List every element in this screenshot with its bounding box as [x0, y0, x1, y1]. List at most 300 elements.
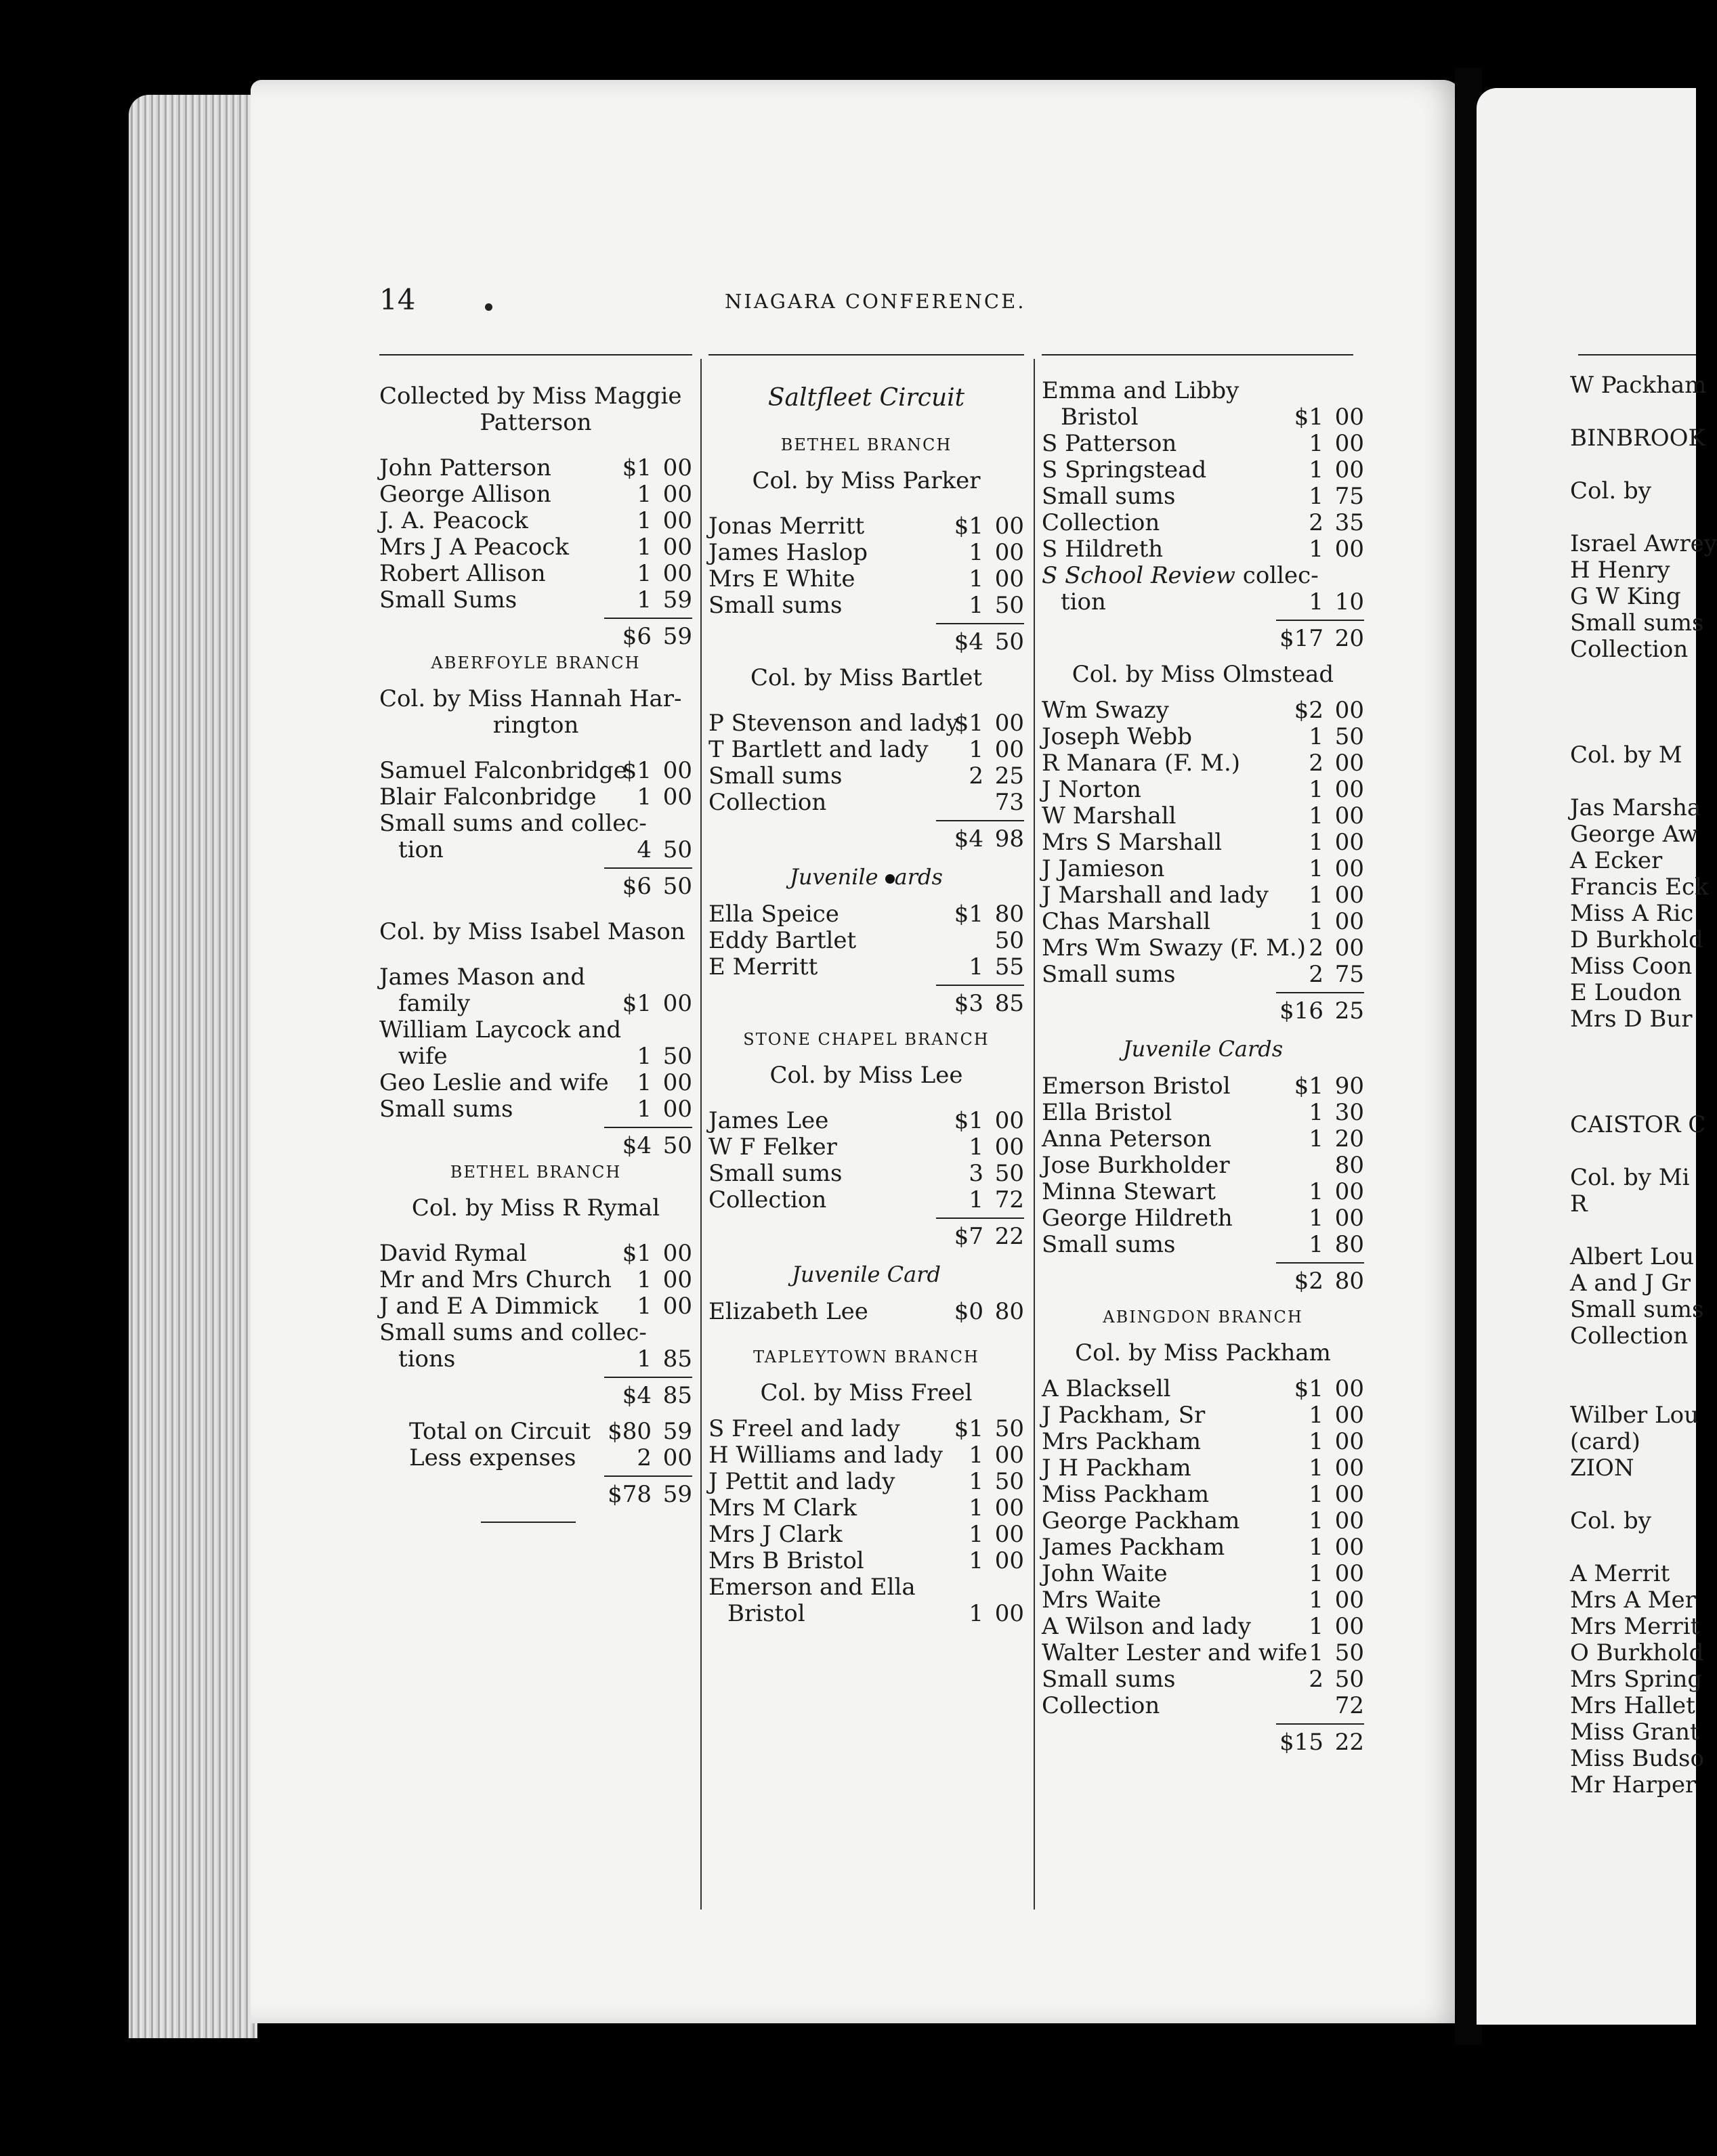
amount-cents: 00: [1334, 882, 1364, 909]
amount-dollars: 1: [1309, 1231, 1323, 1258]
donation-entry: [379, 1241, 692, 1267]
partial-line: [1570, 663, 1696, 689]
donation-entry: [1042, 510, 1364, 536]
donation-entry: [1042, 829, 1364, 856]
amount-dollars: 1: [637, 1096, 652, 1123]
donor-name: James Haslop: [708, 539, 868, 566]
amount-dollars: 1: [1309, 829, 1323, 856]
header-rule-c: [1042, 354, 1353, 355]
donor-name: J Pettit and lady: [708, 1468, 895, 1495]
collector-heading: Col. by Miss Bartlet: [750, 664, 982, 691]
donor-name: J and E A Dimmick: [379, 1293, 599, 1320]
donation-entry: [708, 1548, 1024, 1574]
donation-entry: [1042, 1100, 1364, 1126]
amount-cents: 00: [662, 507, 692, 534]
partial-line: BINBROOK: [1570, 425, 1705, 452]
donation-list: [708, 1299, 1024, 1325]
donation-entry: [708, 1495, 1024, 1522]
donation-list: [1042, 431, 1364, 563]
donor-name: Mrs J A Peacock: [379, 534, 570, 561]
donation-entry: [1042, 483, 1364, 510]
partial-line: ZION: [1570, 1454, 1634, 1482]
donor-name: Collection: [708, 789, 827, 816]
donation-entry: Emerson and Ella Bristol 1 00: [708, 1574, 1024, 1627]
donation-entry: [708, 1134, 1024, 1161]
amount-cents: 50: [994, 1468, 1024, 1495]
donor-name: Collection: [1042, 509, 1160, 536]
donation-entry: [708, 737, 1024, 763]
partial-line: CAISTOR C: [1570, 1111, 1706, 1138]
header-rule-d: [1578, 354, 1696, 355]
partial-line: Mrs A Mer: [1570, 1587, 1696, 1614]
partial-line: [1570, 1482, 1696, 1508]
amount-cents: 00: [662, 1069, 692, 1096]
donor-name: Small sums: [708, 592, 843, 619]
amount-cents: 75: [1334, 483, 1364, 510]
collector-heading: Col. by Miss R Rymal: [411, 1194, 660, 1222]
amount-dollars: 1: [1309, 536, 1323, 563]
donor-name: W Marshall: [1042, 802, 1177, 829]
donation-list: [379, 758, 692, 811]
amount-dollars: 1: [1309, 1613, 1323, 1640]
donor-name: Small sums: [379, 1096, 513, 1123]
donor-name: Emerson Bristol: [1042, 1073, 1231, 1100]
amount-dollars: 1: [1309, 1125, 1323, 1152]
donation-entry: [379, 1267, 692, 1293]
amount-dollars: 1: [1309, 908, 1323, 935]
partial-line: Miss A Ric: [1570, 900, 1694, 927]
amount-dollars: 1: [1309, 1454, 1323, 1482]
amount-dollars: 1: [1309, 1205, 1323, 1232]
amount-cents: 00: [662, 560, 692, 587]
amount-dollars: 1: [969, 1521, 983, 1548]
partial-line: O Burkhold: [1570, 1639, 1704, 1666]
partial-line: D Burkhold: [1570, 926, 1703, 953]
amount-cents: 00: [1334, 908, 1364, 935]
donation-list: [379, 455, 692, 613]
next-page-column: [1570, 372, 1717, 1798]
amount-cents: 80: [994, 901, 1024, 928]
circuit-title: Saltfleet Circuit: [767, 384, 965, 412]
donation-entry: [1042, 1205, 1364, 1232]
subtotal: $4 50: [954, 628, 1024, 655]
donation-entry: [1042, 909, 1364, 935]
donor-name: A Blacksell: [1042, 1375, 1171, 1402]
partial-line: [1570, 1376, 1696, 1402]
partial-line: Miss Grant: [1570, 1719, 1699, 1746]
branch-heading: BETHEL BRANCH: [780, 435, 952, 454]
amount-cents: 00: [994, 1547, 1024, 1574]
amount-cents: 00: [1334, 1481, 1364, 1508]
donation-entry: [708, 1416, 1024, 1442]
partial-line: Israel Awrey: [1570, 530, 1717, 557]
partial-line: Mrs D Bur: [1570, 1006, 1693, 1033]
amount-dollars: 2: [1309, 934, 1323, 962]
donation-entry: [1042, 697, 1364, 724]
donor-name: Joseph Webb: [1042, 723, 1192, 750]
partial-line: Francis Eck: [1570, 874, 1709, 901]
amount-dollars: 1: [637, 1069, 652, 1096]
donor-name: Small sums: [1042, 1666, 1176, 1693]
amount-dollars: 1: [1309, 1534, 1323, 1561]
amount-cents: 00: [662, 1240, 692, 1267]
partial-line: [1570, 1534, 1696, 1561]
column-divider-2: [1034, 359, 1035, 1910]
partial-line: Collection: [1570, 1322, 1689, 1350]
amount-dollars: $1: [1294, 1375, 1323, 1402]
donor-name: J Jamieson: [1042, 855, 1165, 882]
donation-entry: [1042, 882, 1364, 909]
amount-dollars: 1: [1309, 430, 1323, 457]
partial-line: Mrs Spring: [1570, 1666, 1703, 1693]
donation-entry: [708, 592, 1024, 619]
donation-list: [1042, 697, 1364, 988]
amount-cents: 00: [1334, 776, 1364, 803]
donor-name: J Packham, Sr: [1042, 1402, 1206, 1429]
partial-line: A and J Gr: [1570, 1270, 1691, 1297]
donation-entry: [1042, 1455, 1364, 1482]
donation-entry: [1042, 1376, 1364, 1402]
donor-name: George Allison: [379, 481, 551, 508]
amount-dollars: 1: [1309, 1428, 1323, 1455]
partial-line: E Loudon: [1570, 979, 1682, 1006]
amount-cents: 50: [994, 592, 1024, 619]
partial-line: Mr Harper: [1570, 1771, 1697, 1798]
collector-heading: Col. by Miss Olmstead: [1072, 661, 1334, 688]
amount-dollars: 1: [1309, 882, 1323, 909]
amount-cents: 00: [1334, 1534, 1364, 1561]
donor-name: George Packham: [1042, 1507, 1240, 1534]
amount-dollars: $1: [622, 757, 652, 784]
subtotal: $2 80: [1294, 1268, 1364, 1295]
donor-name: Anna Peterson: [1042, 1125, 1212, 1152]
amount-cents: 35: [1334, 509, 1364, 536]
donation-entry: William Laycock and wife 1 50: [379, 1016, 692, 1070]
branch-heading: ABERFOYLE BRANCH: [431, 653, 641, 672]
amount-cents: 50: [1334, 723, 1364, 750]
partial-line: [1570, 452, 1696, 478]
branch-heading: TAPLEYTOWN BRANCH: [753, 1348, 979, 1366]
amount-dollars: 1: [969, 1494, 983, 1522]
amount-cents: 00: [1334, 1587, 1364, 1614]
amount-cents: 00: [1334, 536, 1364, 563]
amount-dollars: 1: [1309, 1587, 1323, 1614]
donor-name: H Williams and lady: [708, 1442, 943, 1469]
donation-entry: [708, 1187, 1024, 1213]
donation-entry: [708, 710, 1024, 737]
amount-cents: 25: [994, 762, 1024, 790]
donor-name: Geo Leslie and wife: [379, 1069, 609, 1096]
donor-name: W F Felker: [708, 1134, 837, 1161]
amount-cents: 80: [1334, 1152, 1364, 1179]
donor-name: T Bartlett and lady: [708, 736, 929, 763]
partial-line: [1570, 1033, 1696, 1059]
amount-cents: 00: [662, 454, 692, 481]
donation-list: [708, 710, 1024, 816]
amount-dollars: $1: [954, 1415, 983, 1442]
donation-entry: [708, 566, 1024, 592]
amount-cents: 00: [662, 1096, 692, 1123]
donation-entry: [379, 534, 692, 561]
collector-heading-cont: Patterson: [480, 409, 592, 436]
subtotal: $6 50: [622, 873, 692, 900]
donation-entry: [708, 513, 1024, 540]
donation-entry: [379, 508, 692, 534]
amount-cents: 50: [994, 1415, 1024, 1442]
partial-line: W Packham: [1570, 372, 1707, 399]
branch-heading: ABINGDON BRANCH: [1103, 1308, 1303, 1327]
amount-cents: 00: [1334, 1205, 1364, 1232]
donation-entry: [379, 481, 692, 508]
amount-dollars: 1: [1309, 776, 1323, 803]
donation-list: [708, 513, 1024, 619]
column-c: [1042, 378, 1364, 1756]
donor-name: Mrs S Marshall: [1042, 829, 1223, 856]
amount-cents: 30: [1334, 1099, 1364, 1126]
partial-line: Small sums: [1570, 1296, 1704, 1323]
donation-entry: [1042, 777, 1364, 803]
amount-cents: 00: [994, 710, 1024, 737]
amount-dollars: $1: [622, 454, 652, 481]
collector-heading: Col. by Miss Lee: [769, 1062, 963, 1089]
donation-entry: [708, 790, 1024, 816]
subtotal: $17 20: [1279, 625, 1364, 652]
amount-dollars: 1: [1309, 1507, 1323, 1534]
amount-dollars: 1: [969, 736, 983, 763]
subtotal: $4 98: [954, 825, 1024, 853]
amount-dollars: 1: [1309, 456, 1323, 483]
donor-name: Robert Allison: [379, 560, 546, 587]
donation-entry: [1042, 1126, 1364, 1152]
donor-name: J Marshall and lady: [1042, 882, 1269, 909]
amount-cents: 00: [1334, 1178, 1364, 1205]
donation-entry: [379, 455, 692, 481]
donation-entry: [1042, 1693, 1364, 1719]
donation-entry: [708, 763, 1024, 790]
partial-line: A Merrit: [1570, 1560, 1670, 1587]
partial-line: Mrs Merrit: [1570, 1613, 1700, 1640]
amount-cents: 00: [994, 1134, 1024, 1161]
amount-dollars: $1: [954, 901, 983, 928]
subtotal: $6 59: [622, 623, 692, 650]
donation-entry: [1042, 1534, 1364, 1561]
less-expenses: Less expenses 2 00: [409, 1444, 692, 1471]
amount-cents: 80: [994, 1298, 1024, 1325]
donation-entry: [1042, 536, 1364, 563]
donation-list: [1042, 1073, 1364, 1258]
donor-name: Elizabeth Lee: [708, 1298, 868, 1325]
donation-entry: [1042, 724, 1364, 750]
partial-line: R: [1570, 1190, 1588, 1217]
amount-dollars: 1: [969, 1442, 983, 1469]
header-rule-a: [379, 354, 692, 355]
net-total: $78 59: [608, 1481, 692, 1508]
amount-dollars: 1: [637, 586, 652, 613]
amount-dollars: 1: [969, 592, 983, 619]
donor-name: Miss Packham: [1042, 1481, 1210, 1508]
amount-dollars: 2: [1309, 1666, 1323, 1693]
donation-entry: [379, 1070, 692, 1096]
amount-dollars: $1: [622, 1240, 652, 1267]
amount-cents: 00: [1334, 456, 1364, 483]
donor-name: Wm Swazy: [1042, 697, 1169, 724]
amount-dollars: $1: [954, 1107, 983, 1134]
amount-dollars: 1: [637, 1293, 652, 1320]
donation-entry: [1042, 1179, 1364, 1205]
donor-name: Jose Burkholder: [1042, 1152, 1230, 1179]
donation-list: [708, 901, 1024, 980]
partial-line: [1570, 1217, 1696, 1244]
donation-entry: [708, 540, 1024, 566]
donation-entry: [1042, 431, 1364, 457]
donor-name: Small sums: [1042, 483, 1176, 510]
donor-name: J Norton: [1042, 776, 1141, 803]
donor-name: Ella Speice: [708, 901, 839, 928]
donor-name: P Stevenson and lady: [708, 710, 959, 737]
amount-cents: 00: [1334, 1454, 1364, 1482]
donor-name: Blair Falconbridge: [379, 783, 597, 811]
donor-name: Mrs J Clark: [708, 1521, 843, 1548]
amount-cents: 00: [1334, 855, 1364, 882]
amount-dollars: 1: [637, 534, 652, 561]
donor-name: Minna Stewart: [1042, 1178, 1216, 1205]
amount-dollars: $1: [1294, 1073, 1323, 1100]
amount-cents: 00: [1334, 1560, 1364, 1587]
donor-name: S Hildreth: [1042, 536, 1164, 563]
amount-cents: 00: [1334, 1428, 1364, 1455]
donation-entry: [379, 587, 692, 613]
amount-cents: 00: [994, 736, 1024, 763]
donor-name: Ella Bristol: [1042, 1099, 1172, 1126]
amount-dollars: 1: [1309, 802, 1323, 829]
donation-entry: [708, 928, 1024, 954]
amount-dollars: $2: [1294, 697, 1323, 724]
amount-cents: 00: [662, 481, 692, 508]
donor-name: Samuel Falconbridge: [379, 757, 627, 784]
amount-cents: 59: [662, 586, 692, 613]
amount-dollars: 1: [637, 783, 652, 811]
donation-entry: [1042, 1587, 1364, 1614]
amount-dollars: 1: [969, 953, 983, 980]
donation-list: [379, 1241, 692, 1320]
donation-list: [379, 1070, 692, 1123]
donation-entry: [1042, 750, 1364, 777]
subtotal: $15 22: [1279, 1729, 1364, 1756]
donor-name: Small sums: [1042, 961, 1176, 988]
donor-name: Mr and Mrs Church: [379, 1266, 612, 1293]
donor-name: Small Sums: [379, 586, 517, 613]
branch-heading: BETHEL BRANCH: [450, 1163, 622, 1182]
amount-cents: 00: [1334, 934, 1364, 962]
partial-line: [1570, 1138, 1696, 1165]
donor-name: S Patterson: [1042, 430, 1177, 457]
amount-dollars: 1: [1309, 483, 1323, 510]
amount-cents: 75: [1334, 961, 1364, 988]
donor-name: Mrs M Clark: [708, 1494, 857, 1522]
amount-cents: 00: [1334, 750, 1364, 777]
amount-dollars: 1: [1309, 1481, 1323, 1508]
donor-name: J. A. Peacock: [379, 507, 528, 534]
amount-dollars: 3: [969, 1160, 983, 1187]
partial-line: Col. by Mi: [1570, 1164, 1690, 1191]
donor-name: Mrs Wm Swazy (F. M.): [1042, 934, 1306, 962]
donor-name: Collection: [708, 1186, 827, 1213]
subtotal: $7 22: [954, 1223, 1024, 1250]
amount-cents: 00: [1334, 1507, 1364, 1534]
donor-name: Mrs E White: [708, 565, 855, 592]
donor-name: Collection: [1042, 1692, 1160, 1719]
partial-line: [1570, 1059, 1696, 1085]
amount-cents: 00: [662, 783, 692, 811]
donor-name: Jonas Merritt: [708, 513, 865, 540]
donor-name: Small sums: [1042, 1231, 1176, 1258]
partial-line: (card): [1570, 1428, 1640, 1455]
donor-name: Chas Marshall: [1042, 908, 1211, 935]
donor-name: Small sums: [708, 1160, 843, 1187]
partial-line: [1570, 504, 1696, 531]
donation-entry: [1042, 1429, 1364, 1455]
donation-entry: [708, 1442, 1024, 1469]
donation-entry: [1042, 1073, 1364, 1100]
collector-heading-cont: rington: [492, 712, 579, 739]
juvenile-heading: Juvenile Cards: [1122, 1036, 1284, 1062]
donor-name: Mrs Waite: [1042, 1587, 1162, 1614]
amount-dollars: 1: [637, 507, 652, 534]
donation-entry: Small sums and collec- tion 4 50: [379, 810, 692, 863]
amount-dollars: 1: [969, 1134, 983, 1161]
donation-entry: Emma and Libby Bristol $1 00: [1042, 377, 1364, 431]
donor-name: James Packham: [1042, 1534, 1225, 1561]
amount-dollars: 2: [1309, 750, 1323, 777]
collector-heading: Col. by Miss Packham: [1075, 1339, 1331, 1366]
partial-line: Albert Lou: [1570, 1243, 1694, 1270]
partial-line: [1570, 689, 1696, 716]
donation-entry: [379, 561, 692, 587]
amount-dollars: 1: [637, 560, 652, 587]
amount-dollars: 1: [969, 565, 983, 592]
amount-dollars: 1: [969, 1468, 983, 1495]
donor-name: James Lee: [708, 1107, 829, 1134]
amount-cents: 00: [1334, 829, 1364, 856]
donation-entry: S School Review collec- tion 1 10: [1042, 562, 1364, 616]
donation-list: [708, 1108, 1024, 1213]
donor-name: David Rymal: [379, 1240, 527, 1267]
partial-line: George Aw: [1570, 821, 1698, 848]
collector-heading: Col. by Miss Hannah Har-: [379, 685, 682, 712]
amount-dollars: 1: [969, 1186, 983, 1213]
partial-line: H Henry: [1570, 557, 1670, 584]
collector-heading: Col. by Miss Isabel Mason: [379, 918, 685, 945]
collector-heading: Col. by Miss Parker: [752, 467, 981, 494]
partial-line: A Ecker: [1570, 847, 1663, 874]
ink-blot: [885, 874, 895, 884]
donor-name: S Freel and lady: [708, 1415, 900, 1442]
amount-dollars: 1: [1309, 1099, 1323, 1126]
donation-entry: [1042, 1232, 1364, 1258]
donation-entry: [1042, 1402, 1364, 1429]
donation-entry: [379, 1293, 692, 1320]
donation-entry: [379, 1096, 692, 1123]
donation-entry: [1042, 1152, 1364, 1179]
amount-dollars: 1: [1309, 1639, 1323, 1666]
partial-line: [1570, 1085, 1696, 1112]
amount-cents: 00: [662, 1293, 692, 1320]
amount-dollars: $1: [954, 513, 983, 540]
partial-line: Mrs Hallet: [1570, 1692, 1695, 1719]
column-a: [379, 383, 692, 1523]
amount-cents: 20: [1334, 1125, 1364, 1152]
circuit-total: Total on Circuit $80 59: [409, 1418, 692, 1445]
